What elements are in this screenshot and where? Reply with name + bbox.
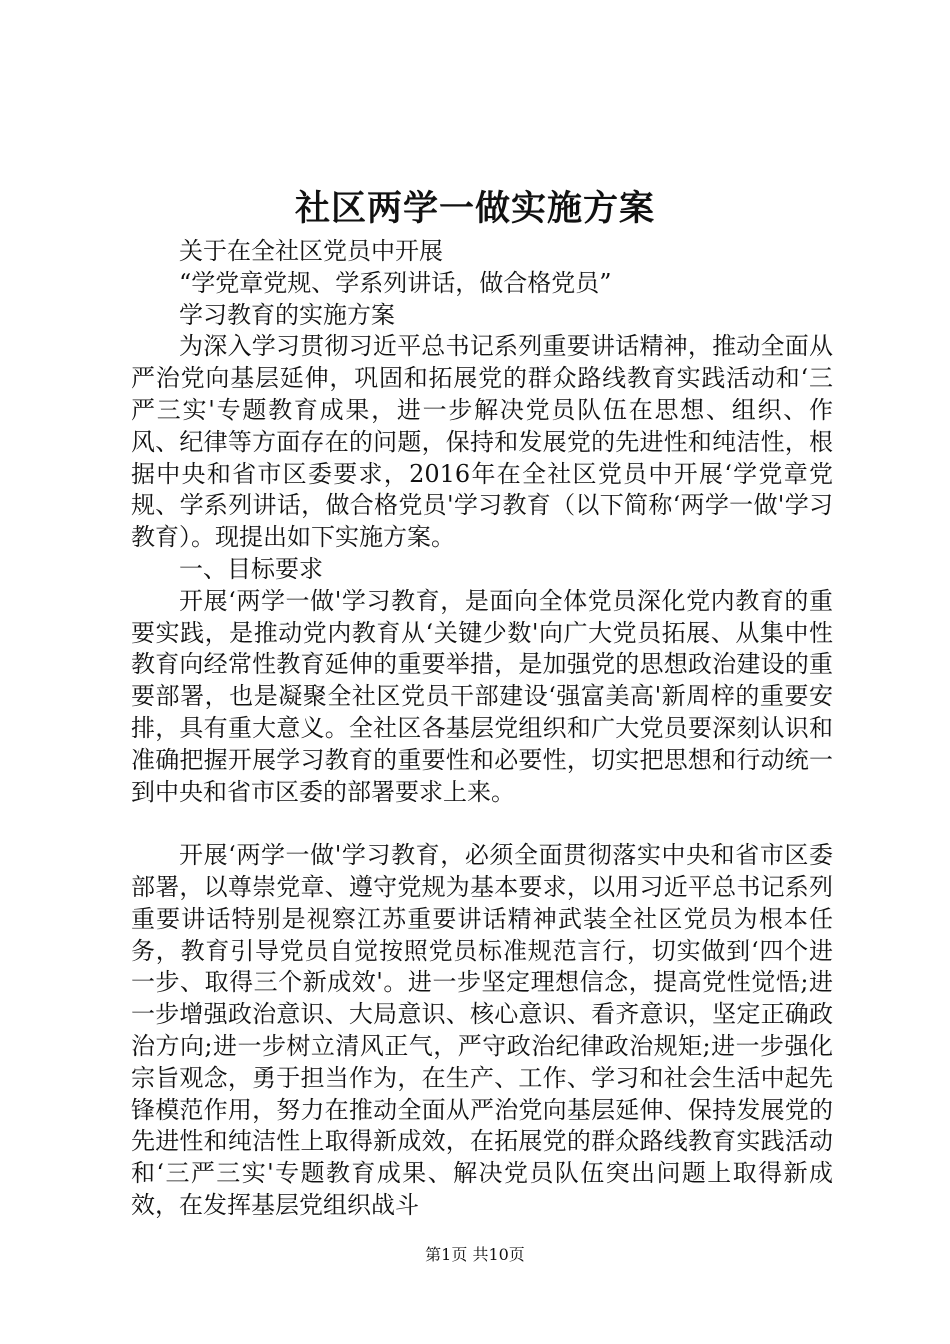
section-heading: 一、目标要求 bbox=[179, 554, 323, 583]
header-line-2: “学党章党规、学系列讲话，做合格党员” bbox=[179, 268, 612, 297]
page-number: 第1页 共10页 bbox=[425, 1245, 525, 1264]
paragraph-requirements: 开展‘两学一做'学习教育，必须全面贯彻落实中央和省市区委部署，以尊崇党章、遵守党规为基本要求，以用习近平总书记系列重要讲话特别是视察江苏重要讲话精神武装全社区党员为根本任务，教育引导党员自觉按照党员标准规范言行，切实做到‘四个进一步、取得三个新成效'。进一步坚定理想信念，提高党性觉悟;进一步增强政治意识、大局意识、核心意识、看齐意识，坚定正确政治方向;进一步树立清风正气，严守政治纪律政治规矩;进一步强化宗旨观念，勇于担当作为，在生产、工作、学习和社会生活中起先锋模范作用，努力在推动全面从严治党向基层延伸、保持发展党的先进性和纯洁性上取得新成效，在拓展党的群众路线教育实践活动和‘三严三实'专题教育成果、解决党员队伍突出问题上取得新成效，在发挥基层党组织战斗 bbox=[131, 841, 833, 1219]
document-title: 社区两学一做实施方案 bbox=[294, 188, 655, 229]
header-line-1: 关于在全社区党员中开展 bbox=[179, 237, 443, 265]
header-line-3: 学习教育的实施方案 bbox=[179, 300, 395, 329]
paragraph-intro: 为深入学习贯彻习近平总书记系列重要讲话精神，推动全面从严治党向基层延伸，巩固和拓展党的群众路线教育实践活动和‘三严三实'专题教育成果，进一步解决党员队伍在思想、组织、作风、纪律等方面存在的问题，保持和发展党的先进性和纯洁性，根据中央和省市区委要求，2016年在全社区党员中开展‘学党章党规、学系列讲话，做合格党员'学习教育（以下简称‘两学一做'学习教育）。现提出如下实施方案。 bbox=[131, 332, 833, 552]
document-body bbox=[131, 236, 833, 1222]
paragraph-significance: 开展‘两学一做'学习教育，是面向全体党员深化党内教育的重要实践，是推动党内教育从‘关键少数'向广大党员拓展、从集中性教育向经常性教育延伸的重要举措，是加强党的思想政治建设的重要部署，也是凝聚全社区党员干部建设‘强富美高'新周梓的重要安排，具有重大意义。全社区各基层党组织和广大党员要深刻认识和准确把握开展学习教育的重要性和必要性，切实把思想和行动统一到中央和省市区委的部署要求上来。 bbox=[131, 586, 833, 806]
